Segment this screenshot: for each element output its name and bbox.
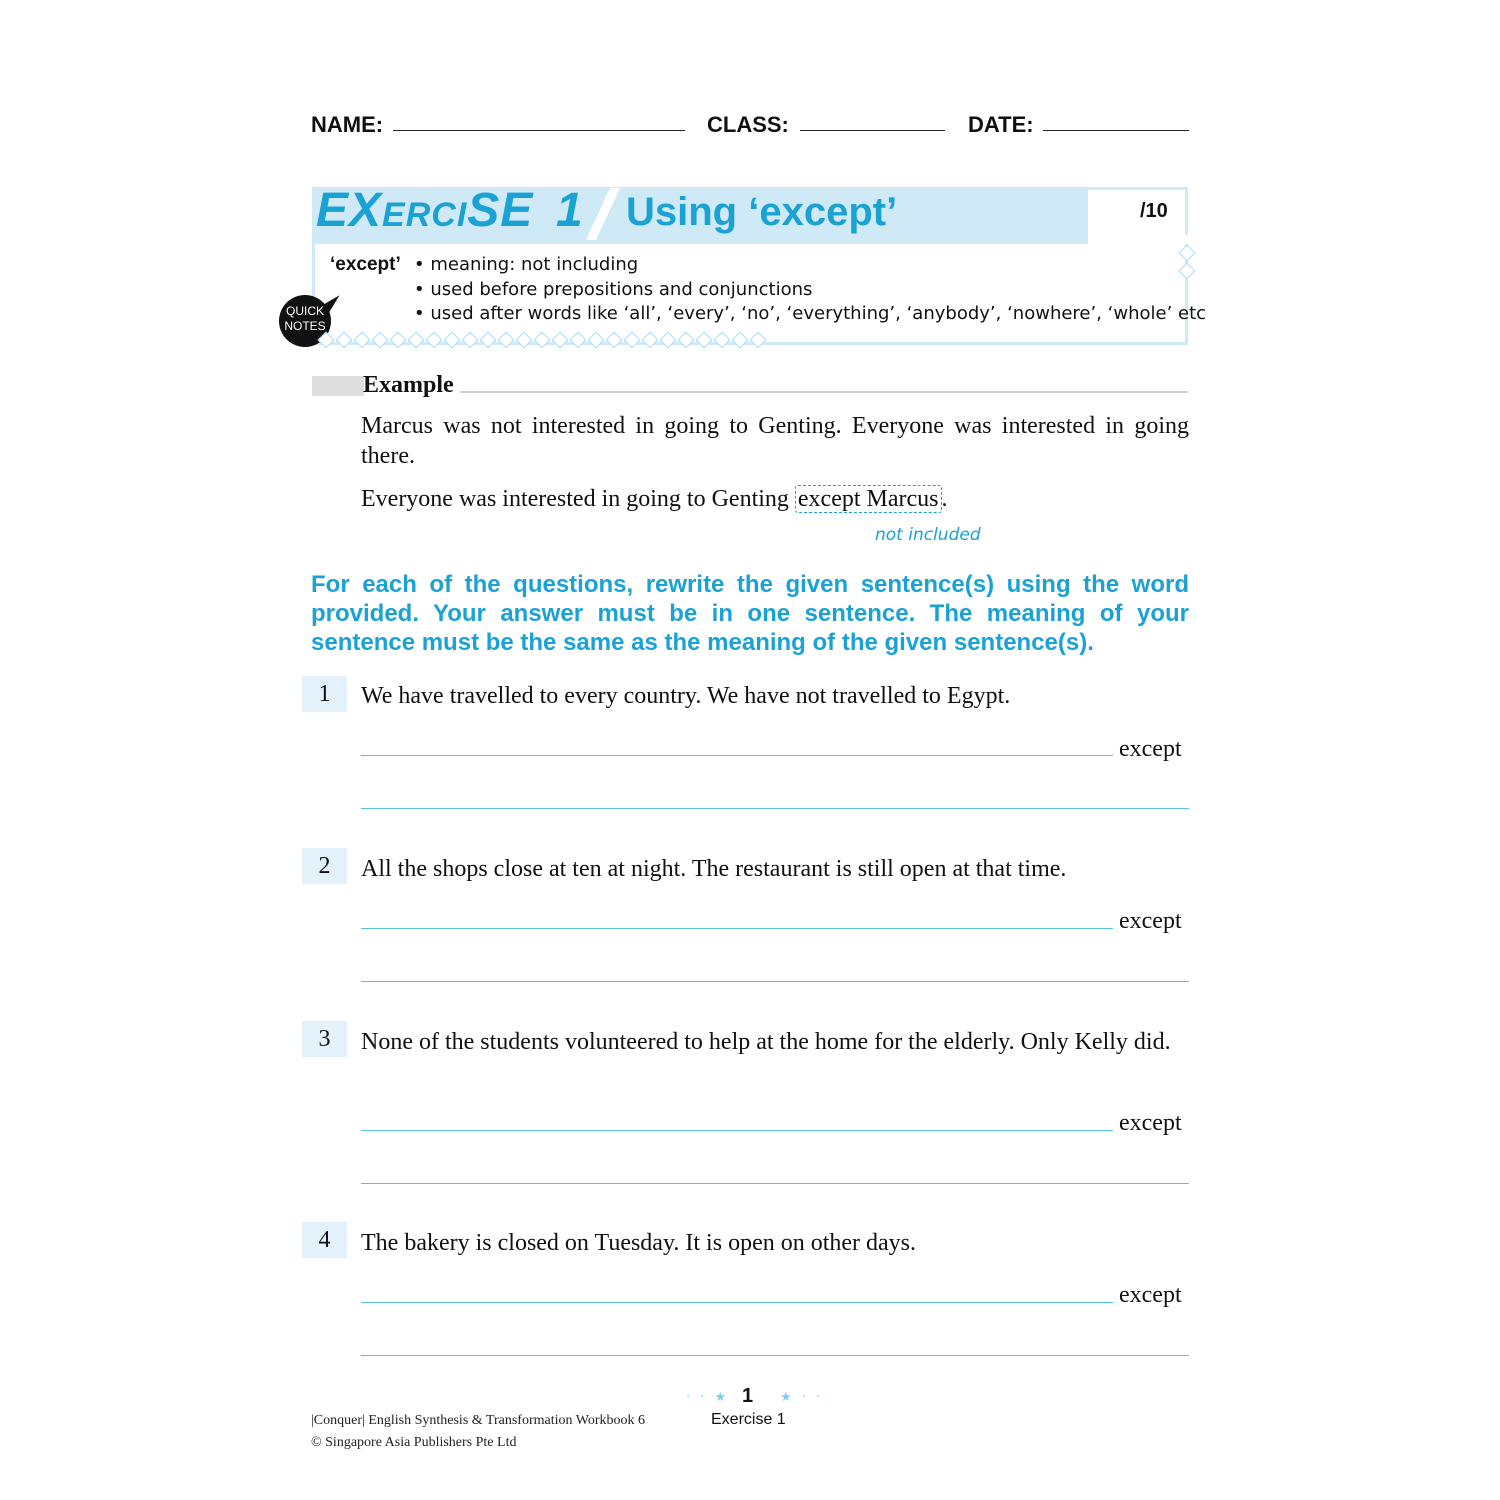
question-number: 1 [302, 676, 347, 712]
quick-notes-badge: QUICK NOTES [279, 295, 331, 347]
example-answer: Everyone was interested in going to Genting except Marcus . [361, 486, 948, 512]
answer-line[interactable] [361, 808, 1189, 809]
diamond-border [318, 334, 766, 350]
question-text: The bakery is closed on Tuesday. It is open on other days. [361, 1230, 917, 1256]
class-label: CLASS: [707, 112, 789, 137]
answer-line[interactable] [361, 1130, 1113, 1131]
example-highlight: except Marcus [795, 485, 942, 513]
star-ornament-right: ★ · · [780, 1390, 824, 1405]
question-text: We have travelled to every country. We have not travelled to Egypt. [361, 683, 1011, 709]
notes-item: • used after words like ‘all’, ‘every’, ‘no’, ‘everything’, ‘anybody’, ‘nowhere’, ‘whole’ etc [414, 303, 1207, 324]
footer-copyright: © Singapore Asia Publishers Pte Ltd [311, 1435, 517, 1450]
page-number: 1 [742, 1385, 754, 1407]
footer-section: Exercise 1 [711, 1411, 786, 1428]
notes-keyword: ‘except’ [330, 254, 401, 275]
question-number: 4 [302, 1222, 347, 1258]
instructions: For each of the questions, rewrite the given sentence(s) using the word provided. Your answer must be in one sentence. The meaning of your sentence must be the same as the meaning of the given sentence(s). [311, 571, 1189, 656]
example-label: Example [363, 372, 454, 398]
footer-book-title: |Conquer| English Synthesis & Transformation Workbook 6 [311, 1413, 646, 1428]
example-given: Marcus was not interested in going to Genting. Everyone was interested in going there. [361, 413, 1189, 469]
answer-line[interactable] [361, 755, 1113, 756]
keyword: except [1119, 1282, 1182, 1308]
exercise-word: EXERCISE [316, 184, 534, 237]
exercise-title: Using ‘except’ [626, 190, 898, 234]
answer-line[interactable] [361, 1355, 1189, 1356]
class-field[interactable] [800, 130, 945, 131]
answer-line[interactable] [361, 1183, 1189, 1184]
question-number: 3 [302, 1021, 347, 1057]
notes-item: • meaning: not including [414, 254, 639, 275]
question-text: All the shops close at ten at night. The restaurant is still open at that time. [361, 856, 1067, 882]
answer-line[interactable] [361, 1302, 1113, 1303]
star-ornament-left: · · ★ [686, 1390, 730, 1405]
name-field[interactable] [393, 130, 685, 131]
question-number: 2 [302, 848, 347, 884]
example-bar [312, 376, 364, 396]
score-tab [1088, 187, 1188, 235]
date-field[interactable] [1043, 130, 1189, 131]
score-total: /10 [1140, 200, 1168, 222]
example-rule [460, 391, 1188, 393]
keyword: except [1119, 908, 1182, 934]
example-note: not included [875, 525, 981, 545]
keyword: except [1119, 1110, 1182, 1136]
notes-item: • used before prepositions and conjunctions [414, 279, 813, 300]
name-label: NAME: [311, 112, 384, 137]
question-text: None of the students volunteered to help at the home for the elderly. Only Kelly did. [361, 1029, 1171, 1055]
date-label: DATE: [968, 112, 1034, 137]
exercise-number: 1 [556, 184, 583, 237]
answer-line[interactable] [361, 928, 1113, 929]
keyword: except [1119, 736, 1182, 762]
answer-line[interactable] [361, 981, 1189, 982]
